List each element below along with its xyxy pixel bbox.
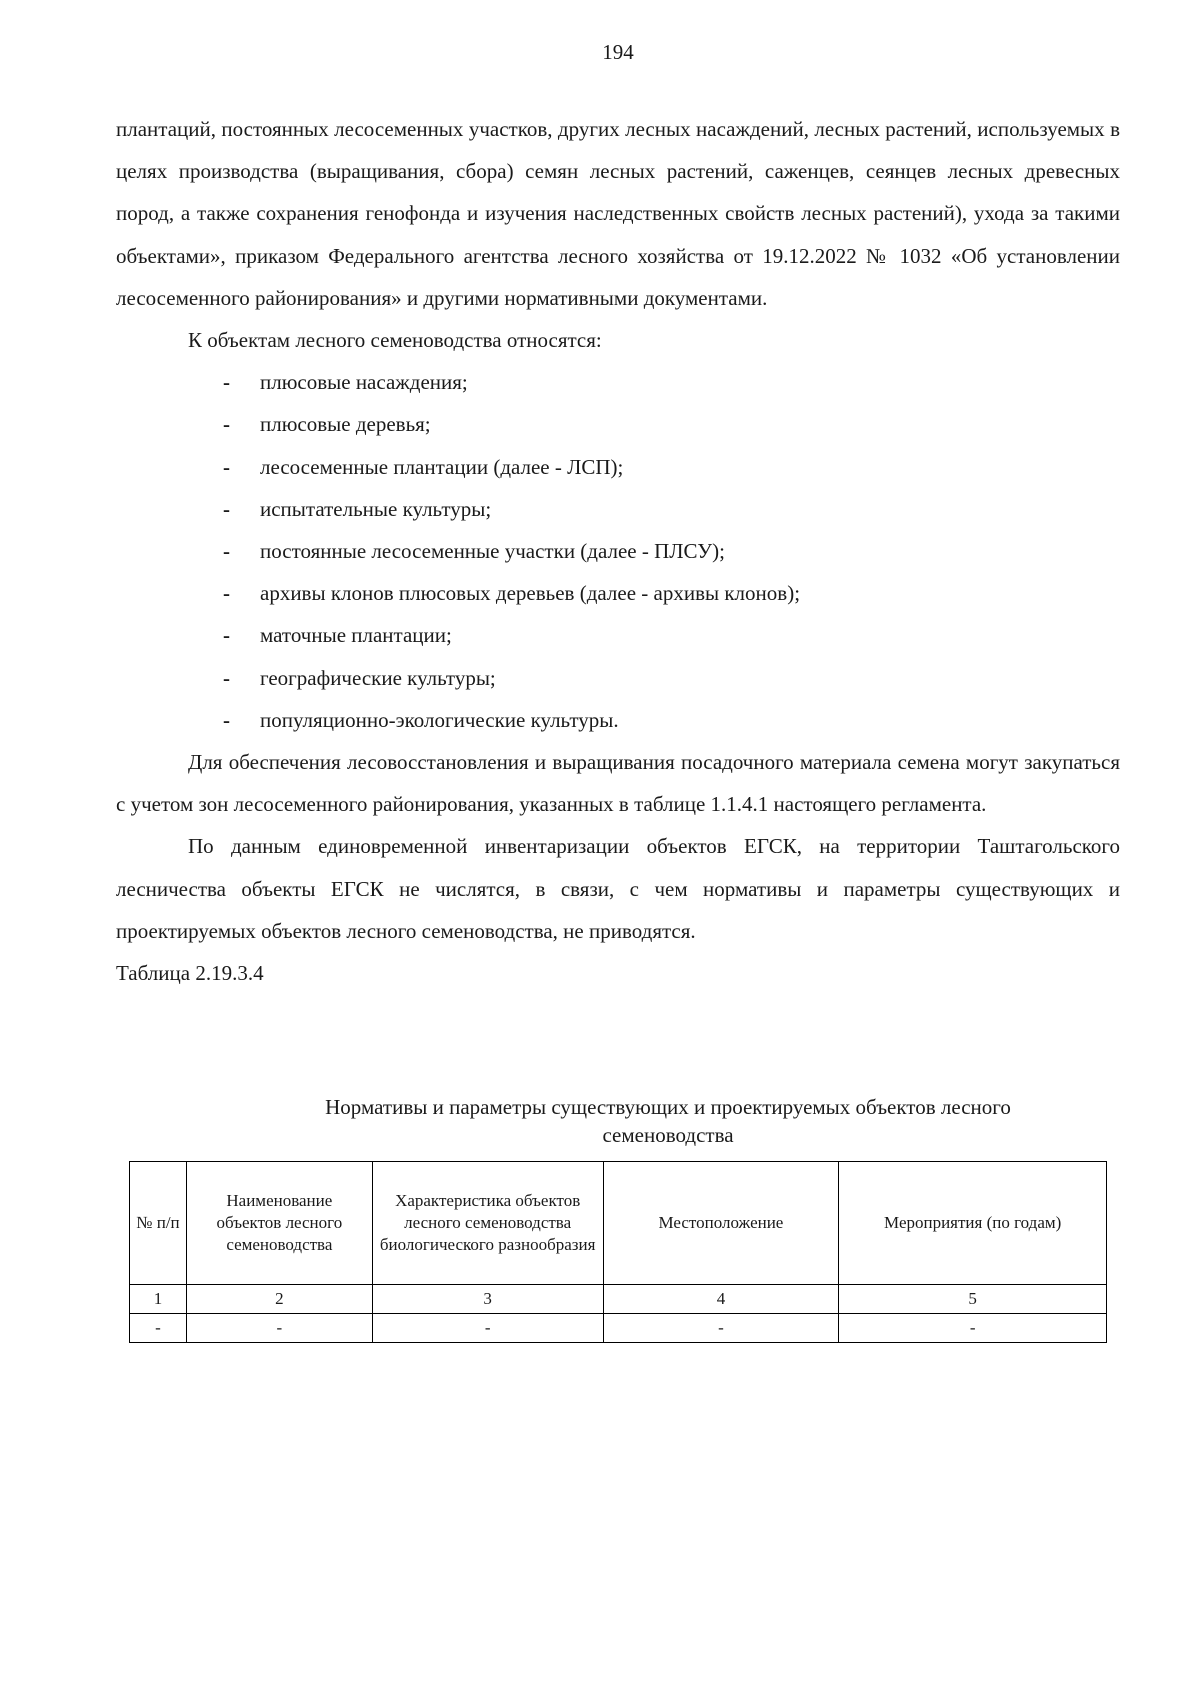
list-dash: - <box>223 539 230 564</box>
paragraph-inventory: По данным единовременной инвентаризации объектов ЕГСК, на территории Таштагольского лесничества объекты ЕГСК не числятся, в связи, с чем нормативы и параметры существующих и проектируемых объектов лесного семеноводства, не приводятся. <box>116 834 1120 943</box>
table-cell: - <box>372 1314 603 1343</box>
table-cell: 5 <box>839 1285 1107 1314</box>
document-body <box>116 108 1120 994</box>
paragraph-objects-intro: К объектам лесного семеноводства относятся: <box>188 328 602 353</box>
page-number: 194 <box>602 40 634 64</box>
list-item-text: географические культуры; <box>260 665 496 690</box>
table-cell: - <box>186 1314 372 1343</box>
list-dash: - <box>223 623 230 648</box>
header-cell-name: Наименование объектов лесного семеноводства <box>186 1162 372 1285</box>
list-dash: - <box>223 581 230 606</box>
list-dash: - <box>223 707 230 732</box>
table-cell: 3 <box>372 1285 603 1314</box>
list-item-text: популяционно-экологические культуры. <box>260 707 619 732</box>
list-dash: - <box>223 454 230 479</box>
list-item <box>116 530 1120 572</box>
list-item-text: плюсовые деревья; <box>260 412 431 437</box>
table-cell: 2 <box>186 1285 372 1314</box>
table-header-row <box>130 1162 1107 1285</box>
table-cell: - <box>839 1314 1107 1343</box>
list-item-text: лесосеменные плантации (далее - ЛСП); <box>260 454 624 479</box>
list-item <box>116 403 1120 445</box>
header-cell-number: № п/п <box>130 1162 187 1285</box>
header-cell-activities: Мероприятия (по годам) <box>839 1162 1107 1285</box>
paragraph-continuation: плантаций, постоянных лесосеменных участков, других лесных насаждений, лесных растений, используемых в целях производства (выращивания, сбора) семян лесных растений, саженцев, сеянцев лесных древесных пород, а также сохранения генофонда и изучения наследственных свойств лесных растений), ухода за такими объектами», приказом Федерального агентства лесного хозяйства от 19.12.2022 № 1032 «Об установлении лесосеменного районирования» и другими нормативными документами. <box>116 117 1120 310</box>
list-dash: - <box>223 496 230 521</box>
table-cell: 4 <box>603 1285 839 1314</box>
list-item <box>116 614 1120 656</box>
list-item <box>116 488 1120 530</box>
table-row <box>130 1314 1107 1343</box>
list-item-text: плюсовые насаждения; <box>260 370 468 395</box>
list-item <box>116 361 1120 403</box>
table-caption-line: Нормативы и параметры существующих и проектируемых объектов лесного <box>325 1095 1011 1119</box>
list-item-text: постоянные лесосеменные участки (далее - ПЛСУ); <box>260 539 725 564</box>
table-reference: Таблица 2.19.3.4 <box>116 961 264 986</box>
table-row-column-numbers <box>130 1285 1107 1314</box>
list-dash: - <box>223 665 230 690</box>
list-item-text: маточные плантации; <box>260 623 452 648</box>
table-caption-line: семеноводства <box>602 1123 734 1147</box>
table-caption <box>196 1093 1140 1149</box>
list-item-text: архивы клонов плюсовых деревьев (далее - архивы клонов); <box>260 581 801 606</box>
table-cell: - <box>603 1314 839 1343</box>
list-item-text: испытательные культуры; <box>260 496 492 521</box>
seed-objects-table <box>129 1161 1107 1343</box>
list-dash: - <box>223 412 230 437</box>
table-cell: - <box>130 1314 187 1343</box>
objects-list <box>116 361 1120 741</box>
paragraph-seed-procurement: Для обеспечения лесовосстановления и выращивания посадочного материала семена могут закупаться с учетом зон лесосеменного районирования, указанных в таблице 1.1.4.1 настоящего регламента. <box>116 750 1120 817</box>
list-item <box>116 572 1120 614</box>
list-item <box>116 657 1120 699</box>
list-dash: - <box>223 370 230 395</box>
header-cell-location: Местоположение <box>603 1162 839 1285</box>
list-item <box>116 699 1120 741</box>
table-cell: 1 <box>130 1285 187 1314</box>
list-item <box>116 446 1120 488</box>
header-cell-characteristics: Характеристика объектов лесного семеноводства биологического разнообразия <box>372 1162 603 1285</box>
